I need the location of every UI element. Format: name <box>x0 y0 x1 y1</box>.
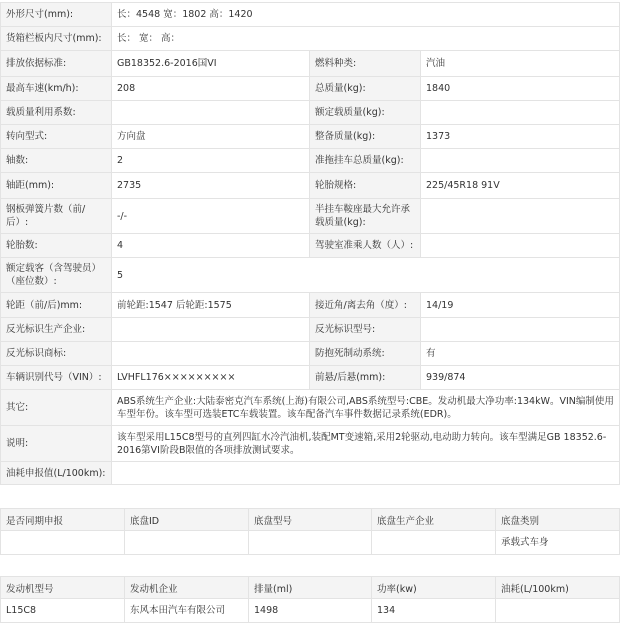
engine-power-cell: 134 <box>372 599 496 623</box>
chassis-header-id: 底盘ID <box>125 509 249 531</box>
curb-mass-label: 整备质量(kg): <box>310 125 421 149</box>
other-value: ABS系统生产企业:大陆泰密克汽车系统(上海)有限公司,ABS系统型号:CBE。发动机最大净功率:134kW。VIN编制使用车型年份。该车型可选装ETC车载装置。该车配备汽车事件数据记录系统(EDR)。 <box>112 390 620 426</box>
chassis-header-maker: 底盘生产企业 <box>372 509 496 531</box>
axles-label: 轴数: <box>1 149 112 173</box>
reflect-brand-label: 反光标识商标: <box>1 342 112 366</box>
spec-row-other <box>1 390 620 426</box>
cargo-label: 货箱栏板内尺寸(mm): <box>1 27 112 51</box>
seats-label: 额定载客（含驾驶员）（座位数）: <box>1 258 112 293</box>
spec-row-load <box>1 101 620 125</box>
spec-row-abs <box>1 342 620 366</box>
engine-header-fuel: 油耗(L/100km) <box>496 577 620 599</box>
emission-label: 排放依据标准: <box>1 51 112 77</box>
fuel-consumption-value <box>112 462 620 485</box>
other-label: 其它: <box>1 390 112 426</box>
curb-mass-value: 1373 <box>421 125 620 149</box>
vin-label: 车辆识别代号（VIN）: <box>1 366 112 390</box>
table-row <box>1 599 620 623</box>
abs-value: 有 <box>421 342 620 366</box>
engine-header-row <box>1 577 620 599</box>
trailer-mass-label: 准拖挂车总质量(kg): <box>310 149 421 173</box>
wheelbase-label: 轴距(mm): <box>1 173 112 199</box>
dims-label: 外形尺寸(mm): <box>1 3 112 27</box>
dims-value: 长：4548 宽：1802 高：1420 <box>112 3 620 27</box>
table-row <box>1 531 620 555</box>
chassis-model-cell <box>249 531 372 555</box>
spec-row-wheelbase <box>1 173 620 199</box>
spec-row-tires <box>1 234 620 258</box>
spring-label: 钢板弹簧片数（前/后）: <box>1 199 112 234</box>
spec-row-cargo <box>1 27 620 51</box>
chassis-sync-cell <box>1 531 125 555</box>
tires-count-value: 4 <box>112 234 310 258</box>
track-value: 前轮距:1547 后轮距:1575 <box>112 293 310 318</box>
spec-row-speed <box>1 77 620 101</box>
engine-header-model: 发动机型号 <box>1 577 125 599</box>
spec-row-reflect <box>1 318 620 342</box>
overhang-label: 前悬/后悬(mm): <box>310 366 421 390</box>
spec-row-spring <box>1 199 620 234</box>
spec-row-axles <box>1 149 620 173</box>
load-util-value <box>112 101 310 125</box>
engine-fuel-cell <box>496 599 620 623</box>
spec-row-fuel-consumption <box>1 462 620 485</box>
reflect-model-label: 反光标识型号: <box>310 318 421 342</box>
speed-value: 208 <box>112 77 310 101</box>
tires-count-label: 轮胎数: <box>1 234 112 258</box>
approach-label: 接近角/离去角（度）: <box>310 293 421 318</box>
fuel-value: 汽油 <box>421 51 620 77</box>
vin-value: LVHFL176××××××××× <box>112 366 310 390</box>
speed-label: 最高车速(km/h): <box>1 77 112 101</box>
load-util-label: 载质量利用系数: <box>1 101 112 125</box>
chassis-header-type: 底盘类别 <box>496 509 620 531</box>
reflect-brand-value <box>112 342 310 366</box>
cab-passengers-value <box>421 234 620 258</box>
vehicle-spec-table <box>0 2 620 485</box>
chassis-table <box>0 508 620 555</box>
total-mass-value: 1840 <box>421 77 620 101</box>
engine-displacement-cell: 1498 <box>249 599 372 623</box>
fuel-consumption-label: 油耗申报值(L/100km): <box>1 462 112 485</box>
overhang-value: 939/874 <box>421 366 620 390</box>
track-label: 轮距（前/后)mm: <box>1 293 112 318</box>
spring-value: -/- <box>112 199 310 234</box>
cab-passengers-label: 驾驶室准乘人数（人）: <box>310 234 421 258</box>
abs-label: 防抱死制动系统: <box>310 342 421 366</box>
spec-row-steering <box>1 125 620 149</box>
spec-row-emission <box>1 51 620 77</box>
note-label: 说明: <box>1 426 112 462</box>
wheelbase-value: 2735 <box>112 173 310 199</box>
note-value: 该车型采用L15C8型号的直列四缸水冷汽油机,装配MT变速箱,采用2轮驱动,电动助力转向。该车型满足GB 18352.6-2016第VI阶段B限值的各项排放测试要求。 <box>112 426 620 462</box>
tire-spec-value: 225/45R18 91V <box>421 173 620 199</box>
chassis-id-cell <box>125 531 249 555</box>
engine-header-maker: 发动机企业 <box>125 577 249 599</box>
spec-row-note <box>1 426 620 462</box>
steering-label: 转向型式: <box>1 125 112 149</box>
cargo-value: 长： 宽： 高： <box>112 27 620 51</box>
steering-value: 方向盘 <box>112 125 310 149</box>
reflect-model-value <box>421 318 620 342</box>
engine-model-cell: L15C8 <box>1 599 125 623</box>
chassis-maker-cell <box>372 531 496 555</box>
saddle-value <box>421 199 620 234</box>
reflect-maker-label: 反光标识生产企业: <box>1 318 112 342</box>
chassis-header-row <box>1 509 620 531</box>
seats-value: 5 <box>112 258 620 293</box>
axles-value: 2 <box>112 149 310 173</box>
reflect-maker-value <box>112 318 310 342</box>
engine-table <box>0 576 620 623</box>
spec-row-seats <box>1 258 620 293</box>
spec-row-vin <box>1 366 620 390</box>
rated-load-value <box>421 101 620 125</box>
approach-value: 14/19 <box>421 293 620 318</box>
trailer-mass-value <box>421 149 620 173</box>
spec-row-dims <box>1 3 620 27</box>
fuel-label: 燃料种类: <box>310 51 421 77</box>
tire-spec-label: 轮胎规格: <box>310 173 421 199</box>
engine-maker-cell: 东风本田汽车有限公司 <box>125 599 249 623</box>
chassis-header-sync: 是否同期申报 <box>1 509 125 531</box>
total-mass-label: 总质量(kg): <box>310 77 421 101</box>
engine-header-power: 功率(kw) <box>372 577 496 599</box>
chassis-header-model: 底盘型号 <box>249 509 372 531</box>
engine-header-displacement: 排量(ml) <box>249 577 372 599</box>
saddle-label: 半挂车鞍座最大允许承载质量(kg): <box>310 199 421 234</box>
rated-load-label: 额定载质量(kg): <box>310 101 421 125</box>
chassis-type-cell: 承载式车身 <box>496 531 620 555</box>
spec-row-track <box>1 293 620 318</box>
emission-value: GB18352.6-2016国VI <box>112 51 310 77</box>
